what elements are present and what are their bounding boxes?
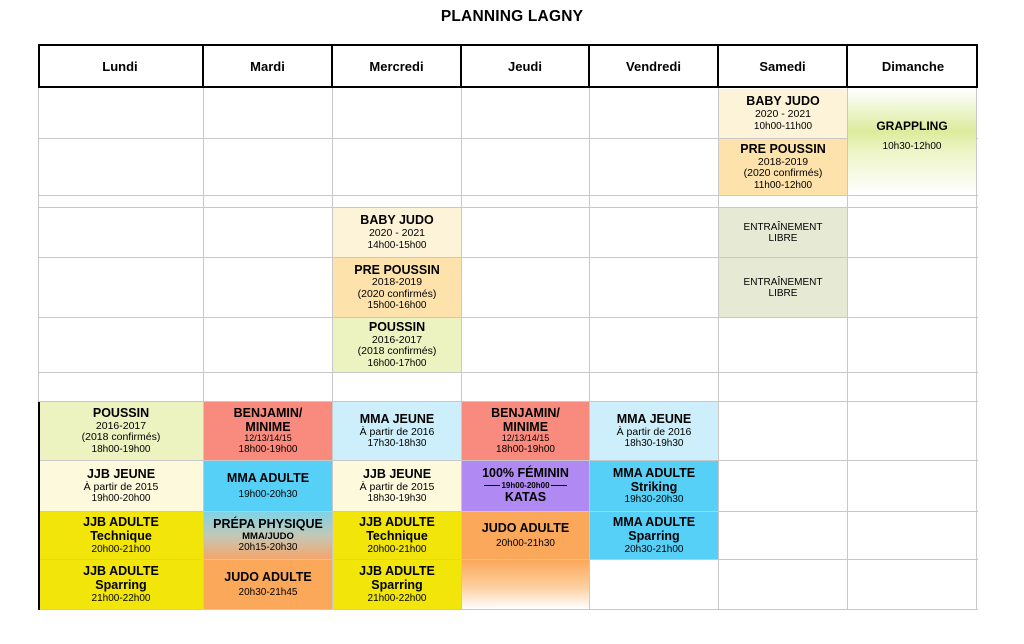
class-time: 20h00-21h00 bbox=[367, 543, 427, 555]
row-line bbox=[38, 195, 978, 196]
class-years: 12/13/14/15 bbox=[244, 433, 292, 444]
class-name: JJB ADULTE bbox=[83, 515, 159, 530]
class-name: ENTRAÎNEMENT bbox=[743, 221, 823, 233]
samedi-pre-poussin bbox=[719, 139, 847, 195]
lundi-jjb-adulte-sparring bbox=[39, 560, 203, 609]
class-name: POUSSIN bbox=[92, 406, 150, 421]
header-vendredi: Vendredi bbox=[590, 44, 719, 88]
vendredi-mma-jeune bbox=[590, 402, 718, 460]
header-mercredi: Mercredi bbox=[333, 44, 462, 88]
class-name-line2: LIBRE bbox=[768, 287, 798, 299]
class-years: À partir de 2016 bbox=[616, 425, 692, 438]
header-mardi: Mardi bbox=[204, 44, 333, 88]
class-years: 2020 - 2021 bbox=[754, 108, 812, 121]
class-name: JJB ADULTE bbox=[359, 515, 435, 530]
class-name: GRAPPLING bbox=[876, 119, 948, 133]
jeudi-judo-adulte bbox=[462, 512, 589, 559]
class-time: 17h30-18h30 bbox=[367, 438, 427, 450]
class-time: 10h30-12h00 bbox=[882, 141, 942, 153]
mercredi-jjb-adulte-technique bbox=[333, 512, 461, 559]
class-time: 19h30-20h30 bbox=[624, 494, 684, 506]
col-line bbox=[976, 88, 977, 610]
samedi-baby-judo bbox=[719, 89, 847, 138]
class-time: 16h00-17h00 bbox=[367, 357, 427, 369]
class-subtitle: Technique bbox=[90, 529, 152, 543]
class-name: PRÉPA PHYSIQUE bbox=[213, 516, 323, 531]
lundi-poussin bbox=[39, 402, 203, 460]
vendredi-mma-adulte-sparring bbox=[590, 512, 718, 559]
class-years: À partir de 2016 bbox=[359, 425, 435, 438]
class-subtitle: Technique bbox=[366, 529, 428, 543]
class-subtitle: KATAS bbox=[504, 490, 547, 505]
mardi-benjamin-minime bbox=[204, 402, 332, 460]
class-subtitle: Sparring bbox=[628, 529, 680, 543]
class-time: 11h00-12h00 bbox=[753, 179, 813, 191]
class-time: 19h00-20h00 bbox=[483, 482, 567, 491]
samedi-entrainement-libre-1 bbox=[719, 208, 847, 257]
class-note: (2018 confirmés) bbox=[357, 345, 437, 358]
class-name-line2: MINIME bbox=[502, 419, 549, 434]
class-years: 2016-2017 bbox=[371, 333, 423, 346]
class-name: JJB ADULTE bbox=[359, 564, 435, 579]
class-name: 100% FÉMININ bbox=[482, 465, 569, 480]
class-time: 21h00-22h00 bbox=[367, 592, 427, 604]
class-name-line2: LIBRE bbox=[768, 232, 798, 244]
class-years: À partir de 2015 bbox=[359, 480, 435, 493]
class-name: BENJAMIN/ bbox=[233, 405, 303, 420]
class-time: 14h00-15h00 bbox=[367, 239, 427, 251]
planning-grid bbox=[38, 44, 978, 610]
samedi-entrainement-libre-2 bbox=[719, 258, 847, 317]
class-years: 2020 - 2021 bbox=[368, 227, 426, 240]
mercredi-jjb-jeune bbox=[333, 461, 461, 511]
class-name: JUDO ADULTE bbox=[224, 569, 312, 584]
mercredi-baby-judo bbox=[333, 208, 461, 257]
class-name: MMA JEUNE bbox=[359, 411, 435, 426]
class-name: MMA JEUNE bbox=[616, 411, 692, 426]
class-time: 20h30-21h45 bbox=[238, 587, 298, 599]
class-years: 2018-2019 bbox=[371, 276, 423, 289]
page-title: PLANNING LAGNY bbox=[440, 8, 584, 25]
class-time: 21h00-22h00 bbox=[91, 592, 151, 604]
class-name: PRE POUSSIN bbox=[354, 262, 440, 277]
left-border-bar bbox=[38, 402, 40, 610]
class-name: BENJAMIN/ bbox=[491, 405, 560, 420]
header-jeudi: Jeudi bbox=[462, 44, 590, 88]
jeudi-benjamin-minime bbox=[462, 402, 589, 460]
jeudi-100-feminin bbox=[462, 461, 589, 511]
row-line bbox=[38, 609, 978, 610]
class-name: BABY JUDO bbox=[360, 213, 434, 228]
class-name: POUSSIN bbox=[368, 320, 426, 335]
class-subtitle: Sparring bbox=[371, 578, 423, 592]
mercredi-poussin bbox=[333, 318, 461, 372]
class-note: (2020 confirmés) bbox=[357, 287, 437, 300]
class-name: ENTRAÎNEMENT bbox=[743, 276, 823, 288]
class-subtitle: Striking bbox=[630, 479, 678, 494]
class-name: JJB JEUNE bbox=[86, 466, 156, 481]
class-name: JUDO ADULTE bbox=[481, 520, 570, 535]
class-time: 15h00-16h00 bbox=[367, 300, 427, 312]
header-samedi: Samedi bbox=[719, 44, 848, 88]
class-name: MMA ADULTE bbox=[612, 515, 696, 530]
class-years: 2018-2019 bbox=[757, 155, 809, 168]
mardi-mma-adulte bbox=[204, 461, 332, 511]
mercredi-pre-poussin bbox=[333, 258, 461, 317]
lundi-jjb-jeune bbox=[39, 461, 203, 511]
mardi-prepa-physique bbox=[204, 512, 332, 559]
mardi-judo-adulte bbox=[204, 560, 332, 609]
class-years: 2016-2017 bbox=[95, 419, 147, 432]
jeudi-judo-adulte-continued bbox=[462, 560, 589, 609]
class-time: 18h00-19h00 bbox=[238, 444, 298, 456]
vendredi-mma-adulte-striking bbox=[590, 461, 718, 511]
class-time: 20h15-20h30 bbox=[238, 542, 298, 554]
class-name: BABY JUDO bbox=[746, 94, 820, 109]
dimanche-grappling bbox=[848, 89, 976, 195]
class-years: À partir de 2015 bbox=[83, 480, 159, 493]
class-time: 20h00-21h00 bbox=[91, 543, 151, 555]
class-time: 20h30-21h00 bbox=[624, 543, 684, 555]
class-time: 18h30-19h30 bbox=[367, 493, 427, 505]
class-time: 18h30-19h30 bbox=[624, 438, 684, 450]
lundi-jjb-adulte-technique bbox=[39, 512, 203, 559]
class-subtitle: MMA/JUDO bbox=[242, 530, 294, 542]
class-time: 19h00-20h00 bbox=[91, 493, 151, 505]
class-name: JJB ADULTE bbox=[83, 564, 159, 579]
class-time: 19h00-20h30 bbox=[238, 488, 298, 500]
class-time: 10h00-11h00 bbox=[753, 120, 813, 132]
header-dimanche: Dimanche bbox=[881, 58, 945, 74]
class-name-line2: MINIME bbox=[245, 419, 291, 434]
class-time: 18h00-19h00 bbox=[496, 444, 555, 456]
class-note: (2018 confirmés) bbox=[81, 431, 161, 444]
mercredi-mma-jeune bbox=[333, 402, 461, 460]
class-name: MMA ADULTE bbox=[612, 465, 696, 480]
class-years: 12/13/14/15 bbox=[501, 433, 550, 444]
header-lundi: Lundi bbox=[38, 44, 204, 88]
row-line bbox=[38, 372, 978, 373]
class-subtitle: Sparring bbox=[95, 578, 147, 592]
row-line bbox=[38, 317, 978, 318]
class-note: (2020 confirmés) bbox=[743, 167, 823, 180]
mercredi-jjb-adulte-sparring bbox=[333, 560, 461, 609]
class-time: 20h00-21h30 bbox=[496, 538, 555, 550]
class-name: JJB JEUNE bbox=[362, 466, 432, 481]
class-name: PRE POUSSIN bbox=[740, 142, 826, 157]
class-name: MMA ADULTE bbox=[226, 471, 310, 486]
class-time: 18h00-19h00 bbox=[91, 443, 151, 455]
